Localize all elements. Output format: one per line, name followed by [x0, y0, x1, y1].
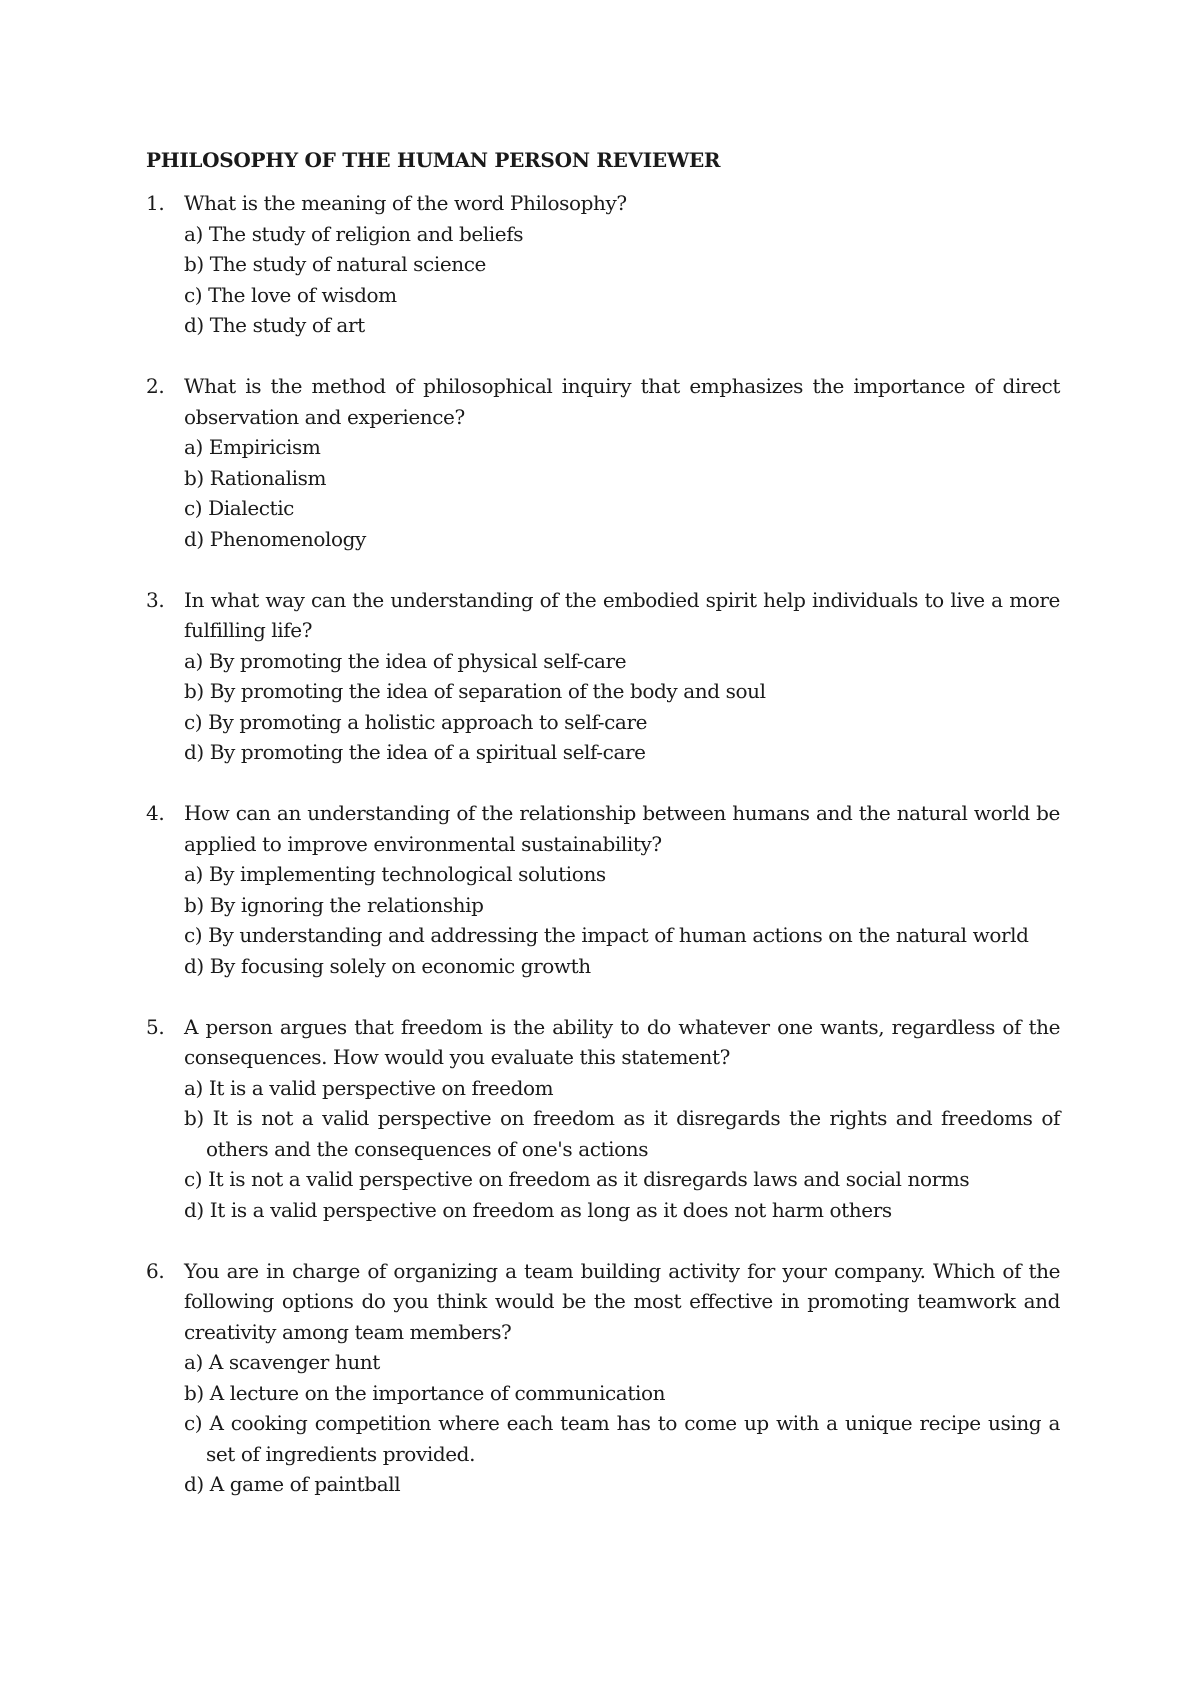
option-b: b) A lecture on the importance of communication	[184, 1380, 666, 1405]
question-text: A person argues that freedom is the ability to do whatever one wants, regardless of the consequences. How would you evaluate this statement?	[184, 1014, 1060, 1069]
option-a: a) A scavenger hunt	[184, 1350, 380, 1374]
option-b: b) By ignoring the relationship	[184, 892, 484, 917]
option-a: a) It is a valid perspective on freedom	[184, 1075, 554, 1100]
question-text: What is the method of philosophical inquiry that emphasizes the importance of direct observation and experience?	[184, 374, 1060, 429]
question-1	[146, 188, 1060, 341]
question-6	[146, 1256, 1060, 1500]
question-text: How can an understanding of the relationship between humans and the natural world be applied to improve environmental sustainability?	[184, 801, 1060, 856]
option-b: b) By promoting the idea of separation of the body and soul	[184, 679, 766, 703]
question-number: 1.	[146, 191, 165, 215]
question-number: 5.	[146, 1014, 165, 1039]
question-number: 4.	[146, 801, 165, 825]
option-b: b) Rationalism	[184, 465, 327, 490]
option-a: a) Empiricism	[184, 435, 321, 459]
question-text: You are in charge of organizing a team building activity for your company. Which of the following options do you think would be the most effective in promoting teamwork and creativity among team members?	[184, 1258, 1060, 1344]
option-d: d) By focusing solely on economic growth	[184, 953, 591, 978]
question-3	[146, 585, 1060, 768]
option-a: a) By implementing technological solutions	[184, 862, 606, 886]
option-d: d) The study of art	[184, 313, 365, 337]
document-page	[146, 146, 1060, 1530]
option-a: a) The study of religion and beliefs	[184, 221, 524, 246]
option-a: a) By promoting the idea of physical self-care	[184, 648, 627, 673]
question-text: What is the meaning of the word Philosophy?	[184, 191, 627, 215]
option-b: b) It is not a valid perspective on freedom as it disregards the rights and freedoms of others and the consequences of one's actions	[184, 1106, 1060, 1161]
question-number: 2.	[146, 374, 165, 398]
question-number: 3.	[146, 587, 165, 612]
option-d: d) A game of paintball	[184, 1472, 401, 1496]
question-5	[146, 1012, 1060, 1226]
option-d: d) By promoting the idea of a spiritual self-care	[184, 740, 646, 764]
option-c: c) The love of wisdom	[184, 282, 397, 307]
option-b: b) The study of natural science	[184, 252, 486, 276]
question-text: In what way can the understanding of the embodied spirit help individuals to live a more fulfilling life?	[184, 587, 1060, 642]
option-c: c) By promoting a holistic approach to self-care	[184, 709, 648, 734]
option-c: c) By understanding and addressing the impact of human actions on the natural world	[184, 923, 1029, 947]
option-d: d) It is a valid perspective on freedom as long as it does not harm others	[184, 1197, 892, 1222]
question-number: 6.	[146, 1258, 165, 1283]
option-c: c) A cooking competition where each team has to come up with a unique recipe using a set of ingredients provided.	[184, 1411, 1060, 1466]
option-c: c) It is not a valid perspective on freedom as it disregards laws and social norms	[184, 1167, 970, 1191]
option-c: c) Dialectic	[184, 496, 294, 520]
question-2	[146, 371, 1060, 554]
option-d: d) Phenomenology	[184, 526, 366, 551]
question-4	[146, 798, 1060, 981]
document-title: PHILOSOPHY OF THE HUMAN PERSON REVIEWER	[146, 148, 721, 172]
